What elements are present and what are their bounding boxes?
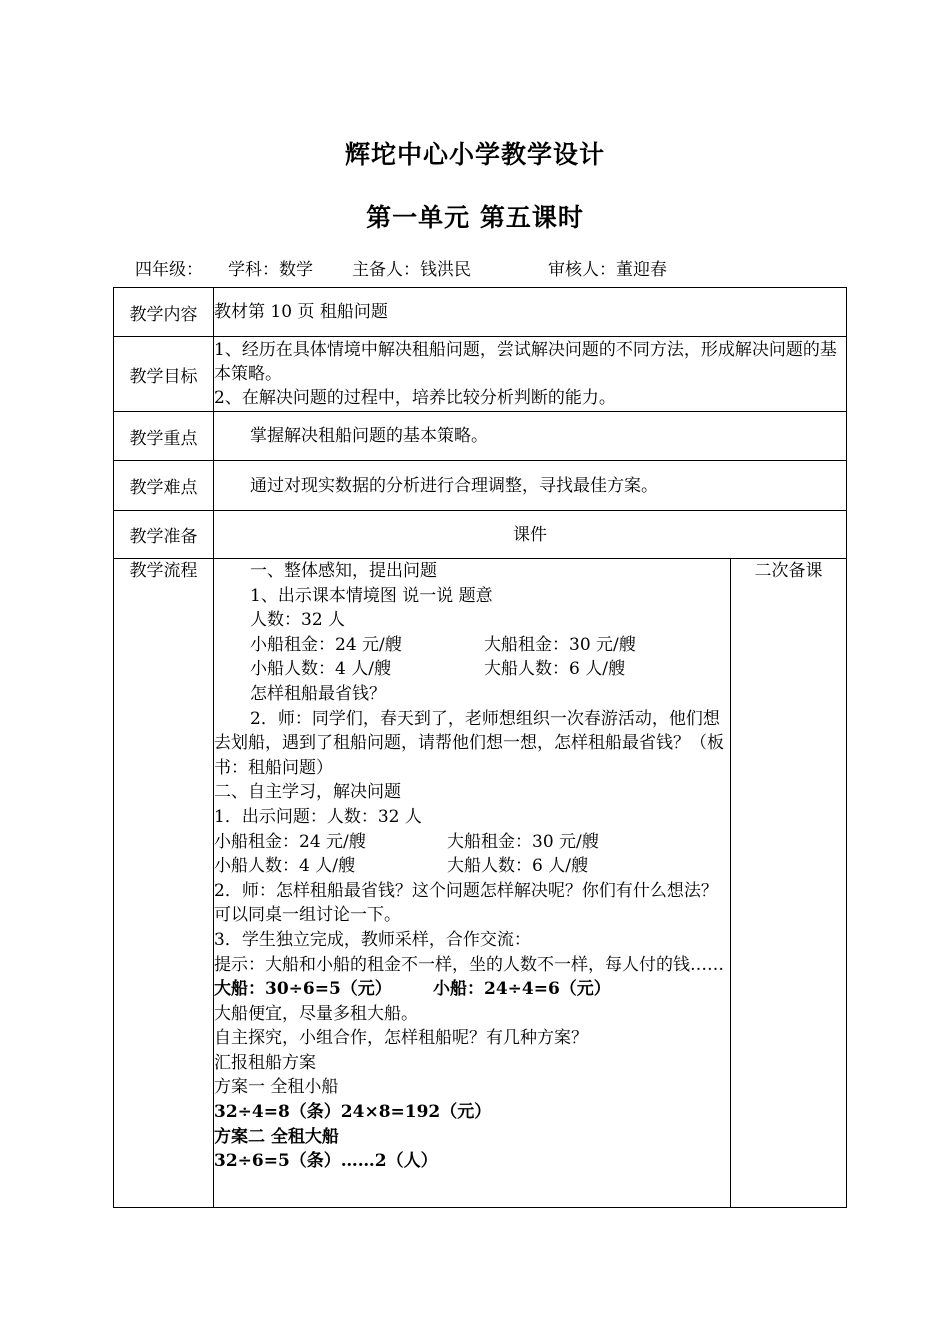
meta-line xyxy=(0,255,950,279)
flow-line: 32÷4=8（条）24×8=192（元） xyxy=(214,1102,492,1123)
flow-line: 3．学生独立完成，教师采样，合作交流： xyxy=(214,929,531,950)
flow-line: 1、出示课本情境图 说一说 题意 xyxy=(250,585,493,606)
row-keypoint xyxy=(114,412,847,461)
goal-2: 2、在解决问题的过程中，培养比较分析判断的能力。 xyxy=(214,388,616,408)
difficulty-label: 教学难点 xyxy=(114,461,214,511)
small-boat-fee: 小船租金：24 元/艘 xyxy=(250,634,402,655)
flow-line xyxy=(214,657,730,682)
content-value: 教材第 10 页 租船问题 xyxy=(214,288,847,337)
reviewer-label: 审核人：董迎春 xyxy=(548,260,667,280)
flow-content xyxy=(214,559,731,1208)
lesson-plan-table xyxy=(113,287,847,1208)
keypoint-label: 教学重点 xyxy=(114,412,214,461)
row-difficulty xyxy=(114,461,847,511)
big-boat-capacity: 大船人数：6 人/艘 xyxy=(484,659,625,680)
flow-line: 1．出示问题：人数：32 人 xyxy=(214,806,422,827)
content-label: 教学内容 xyxy=(114,288,214,337)
flow-line: 汇报租船方案 xyxy=(214,1052,316,1073)
small-boat-capacity: 小船人数：4 人/艘 xyxy=(250,659,391,680)
row-flow xyxy=(114,559,847,1208)
row-prep xyxy=(114,511,847,559)
big-boat-fee: 大船租金：30 元/艘 xyxy=(484,634,636,655)
flow-paragraph: 2．师：怎样租船最省钱？这个问题怎样解决呢？你们有什么想法？可以同桌一组讨论一下。 xyxy=(214,880,718,926)
small-boat-fee: 小船租金：24 元/艘 xyxy=(214,831,366,852)
flow-line xyxy=(214,633,730,658)
flow-line: 二、自主学习，解决问题 xyxy=(214,782,401,803)
small-boat-capacity: 小船人数：4 人/艘 xyxy=(214,856,355,877)
flow-line xyxy=(214,854,730,879)
flow-line: 方案二 全租大船 xyxy=(214,1126,339,1147)
lesson-subtitle: 第一单元 第五课时 xyxy=(366,203,584,232)
flow-paragraph: 提示：大船和小船的租金不一样，坐的人数不一样，每人付的钱…… xyxy=(214,954,724,975)
keypoint-value: 掌握解决租船问题的基本策略。 xyxy=(250,426,488,446)
grade-label: 四年级： xyxy=(135,260,203,280)
flow-line: 自主探究，小组合作，怎样租船呢？有几种方案？ xyxy=(214,1028,588,1049)
flow-line xyxy=(214,830,730,855)
flow-line: 怎样租船最省钱？ xyxy=(250,683,386,704)
preparer-label: 主备人：钱洪民 xyxy=(352,260,471,280)
flow-line xyxy=(214,977,730,1002)
prep-value: 课件 xyxy=(214,511,847,559)
big-boat-unit-price: 大船：30÷6=5（元） xyxy=(214,979,392,1000)
goals-label: 教学目标 xyxy=(114,337,214,412)
big-boat-fee: 大船租金：30 元/艘 xyxy=(447,831,599,852)
row-goals xyxy=(114,337,847,412)
flow-line: 大船便宜，尽量多租大船。 xyxy=(214,1003,418,1024)
goal-1: 1、经历在具体情境中解决租船问题，尝试解决问题的不同方法，形成解决问题的基本策略。 xyxy=(214,340,837,384)
goals-cell xyxy=(214,337,847,412)
flow-line: 方案一 全租小船 xyxy=(214,1077,339,1098)
flow-line: 32÷6=5（条）……2（人） xyxy=(214,1151,438,1172)
flow-line: 人数：32 人 xyxy=(250,610,346,631)
small-boat-unit-price: 小船：24÷4=6（元） xyxy=(433,979,611,1000)
big-boat-capacity: 大船人数：6 人/艘 xyxy=(447,856,588,877)
flow-label: 教学流程 xyxy=(114,559,214,1208)
flow-line: 一、整体感知，提出问题 xyxy=(250,561,437,581)
difficulty-value: 通过对现实数据的分析进行合理调整，寻找最佳方案。 xyxy=(250,475,658,496)
document-title: 辉坨中心小学教学设计 xyxy=(344,140,605,169)
second-prep-label: 二次备课 xyxy=(731,559,847,1208)
subject-label: 学科：数学 xyxy=(228,260,313,280)
prep-label: 教学准备 xyxy=(114,511,214,559)
flow-paragraph: 2．师：同学们，春天到了，老师想组织一次春游活动，他们想去划船，遇到了租船问题，请帮他们想一想，怎样租船最省钱？（板书：租船问题） xyxy=(214,708,724,778)
row-content xyxy=(114,288,847,337)
